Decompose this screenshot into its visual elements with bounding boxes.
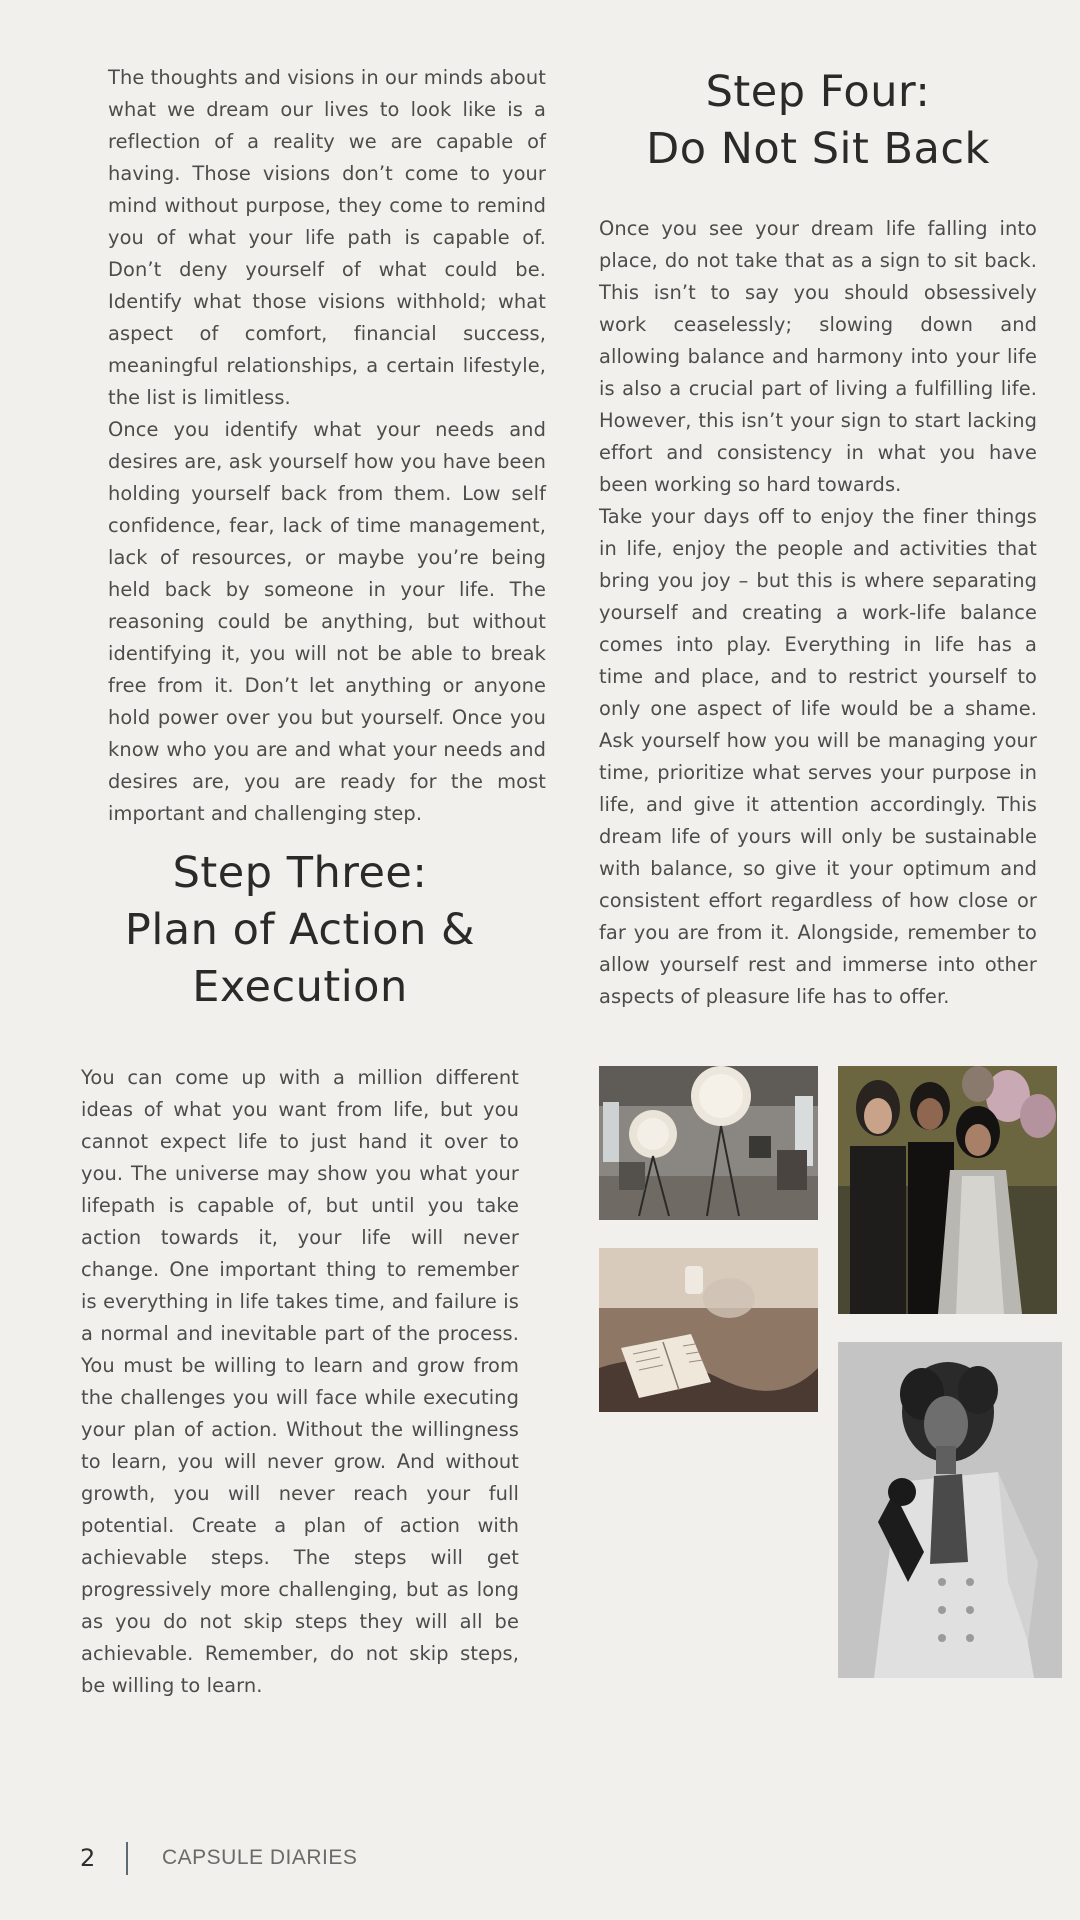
- step-three-heading-line-1: Step Three:: [172, 848, 428, 898]
- photo-open-book: [599, 1248, 818, 1412]
- step-four-heading-line-1: Step Four:: [705, 67, 931, 117]
- step-four-heading: [599, 64, 1037, 178]
- photo-party-friends: [838, 1066, 1057, 1314]
- step-three-heading-line-3: Execution: [192, 962, 408, 1012]
- footer-divider: [126, 1842, 128, 1875]
- footer-brand: CAPSULE DIARIES: [162, 1846, 358, 1869]
- step-three-paragraph: You can come up with a million different ideas of what you want from life, but you cannot expect life to just hand it over to you. The universe may show you what your lifepath is capable of, but until you take action towards it, your life will never change. One important thing to remember is everything in life takes time, and failure is a normal and inevitable part of the process. You must be willing to learn and grow from the challenges you will face while executing your plan of action. Without the willingness to learn, you will never grow. And without growth, you will never reach your full potential. Create a plan of action with achievable steps. The steps will get progressively more challenging, but as long as you do not skip steps they will all be achievable. Remember, do not skip steps, be willing to learn.: [81, 1066, 519, 1697]
- intro-paragraph: The thoughts and visions in our minds about what we dream our lives to look like is a reflection of a reality we are capable of having. Those visions don’t come to your mind without purpose, they come to remind you of what your life path is capable of. Don’t deny yourself of what could be. Identify what those visions withhold; what aspect of comfort, financial success, meaningful relationships, a certain lifestyle, the list is limitless.: [108, 66, 546, 409]
- step-four-heading-line-2: Do Not Sit Back: [646, 124, 990, 174]
- step-three-heading-line-2: Plan of Action &: [124, 905, 476, 955]
- identify-paragraph: Once you identify what your needs and desires are, ask yourself how you have been holding yourself back from them. Low self confidence, fear, lack of time management, lack of resources, or maybe you’re being held back by someone in your life. The reasoning could be anything, but without identifying it, you will not be able to break free from it. Don’t let anything or anyone hold power over you but yourself. Once you know who you are and what your needs and desires are, you are ready for the most important and challenging step.: [108, 418, 546, 825]
- step-four-paragraph-2: Take your days off to enjoy the finer things in life, enjoy the people and activities that bring you joy – but this is where separating yourself and creating a work-life balance comes into play. Everything in life has a time and place, and to restrict yourself to only one aspect of life would be a shame. Ask yourself how you will be managing your time, prioritize what serves your purpose in life, and give it attention accordingly. This dream life of yours will only be sustainable with balance, so give it your optimum and consistent effort regardless of how close or far you are from it. Alongside, remember to allow yourself rest and immerse into other aspects of pleasure life has to offer.: [599, 505, 1037, 1008]
- page-number: 2: [80, 1844, 96, 1872]
- photo-studio-lights: [599, 1066, 818, 1220]
- photo-fashion-portrait: [838, 1342, 1062, 1678]
- step-four-paragraph-1: Once you see your dream life falling into place, do not take that as a sign to sit back. This isn’t to say you should obsessively work ceaselessly; slowing down and allowing balance and harmony into your life is also a crucial part of living a fulfilling life. However, this isn’t your sign to start lacking effort and consistency in what you have been working so hard towards.: [599, 217, 1037, 496]
- step-three-heading: [81, 845, 519, 1016]
